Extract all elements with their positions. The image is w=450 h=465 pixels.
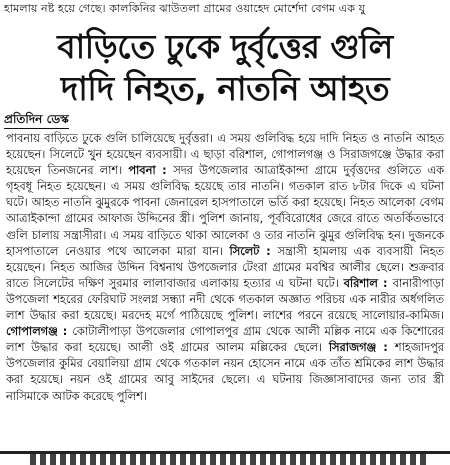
headline (0, 26, 450, 110)
barishal-paragraph: বানারীপাড়া উপজেলা শহরের ফেরিঘাট সংলগ্ন সন্ধ্যা নদী থেকে গতকাল অজ্ঞাত পরিচয় এক নারীর অর্ধগলিত লাশ উদ্ধার করা হয়েছে। মরদেহ মর্গে পাঠিয়েছে পুলিশ। লাশের পরনে রয়েছে সালোয়ার-কামিজ। (6, 276, 444, 323)
headline-line-1: বাড়িতে ঢুকে দুর্বৃত্তের গুলি (57, 27, 393, 66)
pabna-paragraph: সদর উপজেলার আত্রাইকান্দা গ্রামে দুর্বৃত্তদের গুলিতে এক গৃহবধূ নিহত হয়েছেন। এ সময় গুলিবিদ্ধ হয়েছে তার নাতনি। গতকাল রাত ৮টার দিকে এ ঘটনা ঘটে। আহত নাতনি ঝুমুরকে পাবনা জেনারেল হাসপাতালে ভর্তি করা হয়েছে। নিহত আলেকা বেগম আত্রাইকান্দা গ্রামের আফাজ উদ্দিনের স্ত্রী। পুলিশ জানায়, পূর্ববিরোধের জেরে রাতে অতর্কিতভাবে গুলি চালায় সন্ত্রাসীরা। এ সময় বাড়িতে থাকা আলেকা ও তার নাতনি ঝুমুর গুলিবিদ্ধ হন। দুজনকে হাসপাতালে নেওয়ার পথে আলেকা মারা যান। (6, 164, 444, 258)
dateline-sirajganj: সিরাজগঞ্জ : (328, 341, 395, 355)
next-article-cutoff (0, 451, 450, 465)
article-body (6, 131, 444, 405)
headline-line-2: দাদি নিহত, নাতনি আহত (60, 69, 390, 108)
previous-article-strip (0, 0, 450, 17)
sirajganj-paragraph: শাহজাদপুর উপজেলার কুমির বেয়ালিয়া গ্রাম থেকে গতকাল নয়ন হোসেন নামে এক তাঁত শ্রমিকের লাশ উদ্ধার করা হয়েছে। নয়ন ওই গ্রামের আবু সাইদের ছেলে। এ ঘটনায় জিজ্ঞাসাবাদের জন্য তার স্ত্রী নাসিমাকে আটক করেছে পুলিশ। (6, 341, 444, 403)
gopalganj-paragraph: কোটালীপাড়া উপজেলার গোপালপুর গ্রাম থেকে আলী মল্লিক নামে এক কিশোরের লাশ উদ্ধার করা হয়েছে। আলী ওই গ্রামের আলম মল্লিকের ছেলে। (6, 325, 444, 355)
intro-paragraph: পাবনায় বাড়িতে ঢুকে গুলি চালিয়েছে দুর্বৃত্তরা। এ সময় গুলিবিদ্ধ হয়ে দাদি নিহত ও নাতনি আহত হয়েছেন। সিলেটে খুন হয়েছেন ব্যবসায়ী। এ ছাড়া বরিশাল, গোপালগঞ্জ ও সিরাজগঞ্জে উদ্ধার করা হয়েছেন তিনজনের লাশ। (6, 132, 444, 178)
cropped-headline-fragment (30, 454, 430, 465)
dateline-barishal: বরিশাল : (343, 276, 393, 290)
dateline-pabna: পাবনা : (128, 164, 174, 178)
byline: প্রতিদিন ডেস্ক (4, 111, 69, 129)
dateline-gopalganj: গোপালগঞ্জ : (6, 325, 73, 339)
dateline-sylhet: সিলেট : (229, 244, 278, 258)
previous-article-text: হামলায় নষ্ট হয়ে গেছে। কালকিনির ঝাউতলা গ্রামের ওয়াহেদ মোর্শেদা বেগম এক যু (4, 2, 366, 15)
sylhet-paragraph: সন্ত্রাসী হামলায় এক ব্যবসায়ী নিহত হয়েছেন। নিহত আজির উদ্দিন বিশ্বনাথ উপজেলার টেংরা গ্রামের মবশ্বির আলীর ছেলে। শুক্রবার রাতে সিলেটের দক্ষিণ সুরমার লালাবাজার এলাকায় হত্যার এ ঘটনা ঘটে। (6, 244, 444, 290)
